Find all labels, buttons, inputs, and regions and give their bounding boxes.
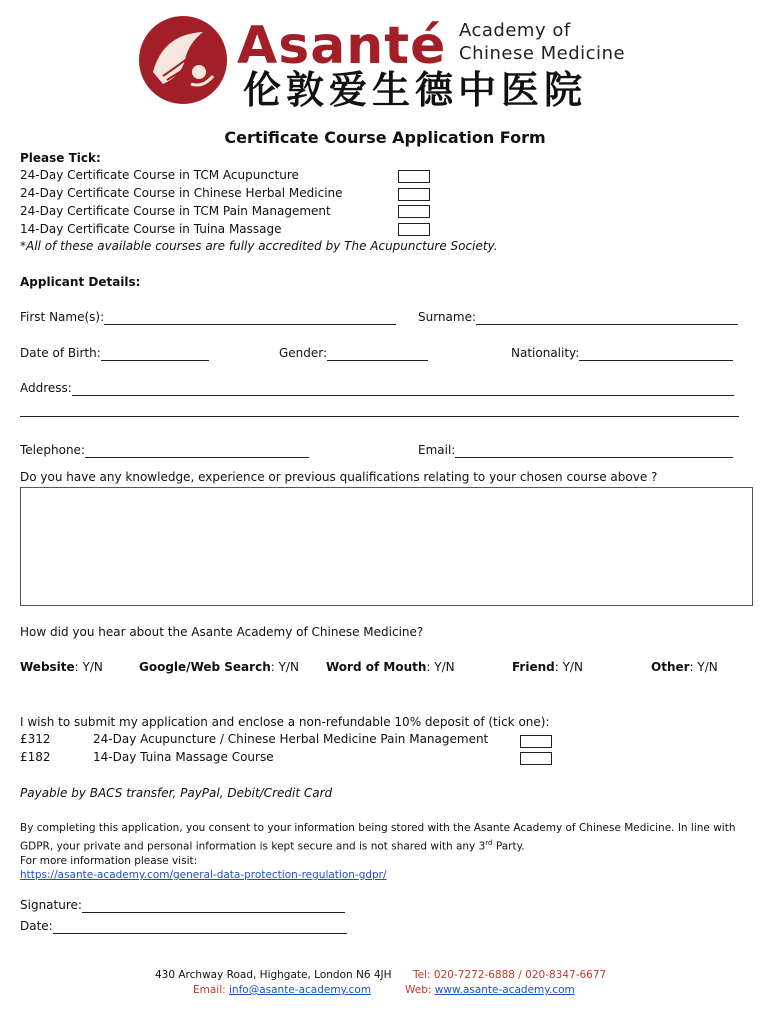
- gender-line[interactable]: [327, 347, 428, 361]
- footer-address: 430 Archway Road, Highgate, London N6 4JH: [155, 969, 392, 981]
- source-value: : Y/N: [689, 660, 718, 674]
- address-line-2[interactable]: [20, 416, 739, 417]
- logo-name: Asanté: [237, 16, 447, 76]
- fee-price: £182: [20, 750, 51, 764]
- surname-line[interactable]: [476, 311, 738, 325]
- address-field[interactable]: [20, 381, 734, 396]
- first-name-line[interactable]: [104, 311, 396, 325]
- source-friend[interactable]: [512, 660, 583, 675]
- knowledge-textbox[interactable]: [20, 487, 753, 606]
- source-value: : Y/N: [270, 660, 299, 674]
- source-label: Friend: [512, 660, 555, 674]
- source-label: Other: [651, 660, 690, 674]
- payable-note: Payable by BACS transfer, PayPal, Debit/Credit Card: [20, 786, 333, 800]
- source-value: : Y/N: [426, 660, 455, 674]
- source-label: Google/Web Search: [139, 660, 271, 674]
- logo-chinese: 伦敦爱生德中医院: [243, 67, 588, 112]
- applicant-heading: Applicant Details:: [20, 275, 141, 289]
- course-checkbox[interactable]: [398, 188, 430, 201]
- course-option: 24-Day Certificate Course in TCM Pain Management: [20, 204, 331, 218]
- surname-label: Surname:: [418, 310, 477, 324]
- signature-label: Signature:: [20, 898, 82, 912]
- email-field[interactable]: [418, 443, 733, 458]
- more-info: For more information please visit:: [20, 854, 198, 867]
- course-option: 24-Day Certificate Course in TCM Acupuncture: [20, 168, 299, 182]
- please-tick-label: Please Tick:: [20, 151, 101, 165]
- course-option: 24-Day Certificate Course in Chinese Herbal Medicine: [20, 186, 343, 200]
- footer-web: Web: www.asante-academy.com: [405, 984, 575, 996]
- course-checkbox[interactable]: [398, 205, 430, 218]
- footer-tel: Tel: 020-7272-6888 / 020-8347-6677: [413, 969, 607, 981]
- course-checkbox[interactable]: [398, 223, 430, 236]
- dob-field[interactable]: [20, 346, 209, 361]
- email-line[interactable]: [455, 444, 733, 458]
- telephone-field[interactable]: [20, 443, 309, 458]
- consent-line-2: GDPR, your private and personal information is kept secure and is not shared with any 3rd Party.: [20, 838, 525, 852]
- deposit-text: I wish to submit my application and enclose a non-refundable 10% deposit of (tick one):: [20, 715, 550, 729]
- source-other[interactable]: [651, 660, 718, 675]
- fee-checkbox[interactable]: [520, 752, 552, 765]
- gender-field[interactable]: [279, 346, 428, 361]
- hear-question: How did you hear about the Asante Academy of Chinese Medicine?: [20, 625, 424, 639]
- source-label: Word of Mouth: [326, 660, 427, 674]
- footer-tel-value: 020-7272-6888 / 020-8347-6677: [433, 969, 607, 981]
- consent-sup: rd: [485, 838, 493, 847]
- source-word-of-mouth[interactable]: [326, 660, 455, 675]
- footer-web-link[interactable]: www.asante-academy.com: [434, 984, 575, 996]
- dob-line[interactable]: [101, 347, 209, 361]
- consent-line-1: By completing this application, you consent to your information being stored with the Asante Academy of Chinese Medicine. In line with: [20, 822, 736, 834]
- email-label: Email:: [418, 443, 456, 457]
- gdpr-link[interactable]: https://asante-academy.com/general-data-protection-regulation-gdpr/: [20, 869, 387, 881]
- source-value: : Y/N: [74, 660, 103, 674]
- course-checkbox[interactable]: [398, 170, 430, 183]
- date-field[interactable]: [20, 919, 347, 934]
- fee-description: 14-Day Tuina Massage Course: [93, 750, 274, 764]
- telephone-label: Telephone:: [20, 443, 85, 457]
- nationality-field[interactable]: [511, 346, 733, 361]
- footer-email: Email: info@asante-academy.com: [193, 984, 372, 996]
- gender-label: Gender:: [279, 346, 328, 360]
- logo-subtitle-2: Chinese Medicine: [459, 43, 626, 64]
- address-line[interactable]: [72, 382, 734, 396]
- address-label: Address:: [20, 381, 72, 395]
- source-value: : Y/N: [554, 660, 583, 674]
- source-google[interactable]: [139, 660, 299, 675]
- logo: [133, 14, 643, 112]
- signature-line[interactable]: [82, 899, 345, 913]
- source-label: Website: [20, 660, 75, 674]
- accredited-note: *All of these available courses are fully accredited by The Acupuncture Society.: [20, 239, 498, 253]
- telephone-line[interactable]: [85, 444, 309, 458]
- logo-emblem-icon: [133, 14, 233, 106]
- surname-field[interactable]: [418, 310, 738, 325]
- date-label: Date:: [20, 919, 53, 933]
- fee-description: 24-Day Acupuncture / Chinese Herbal Medicine Pain Management: [93, 732, 489, 746]
- fee-price: £312: [20, 732, 51, 746]
- knowledge-question: Do you have any knowledge, experience or previous qualifications relating to your chosen course above ?: [20, 470, 658, 484]
- dob-label: Date of Birth:: [20, 346, 101, 360]
- first-name-label: First Name(s):: [20, 310, 105, 324]
- logo-subtitle-1: Academy of: [459, 20, 571, 41]
- signature-field[interactable]: [20, 898, 345, 913]
- form-title: Certificate Course Application Form: [224, 128, 546, 147]
- footer-email-link[interactable]: info@asante-academy.com: [229, 984, 372, 996]
- consent-text: [20, 821, 735, 883]
- fee-checkbox[interactable]: [520, 735, 552, 748]
- date-line[interactable]: [53, 920, 347, 934]
- course-option: 14-Day Certificate Course in Tuina Massage: [20, 222, 282, 236]
- first-name-field[interactable]: [20, 310, 396, 325]
- nationality-line[interactable]: [579, 347, 733, 361]
- source-website[interactable]: [20, 660, 103, 675]
- nationality-label: Nationality:: [511, 346, 580, 360]
